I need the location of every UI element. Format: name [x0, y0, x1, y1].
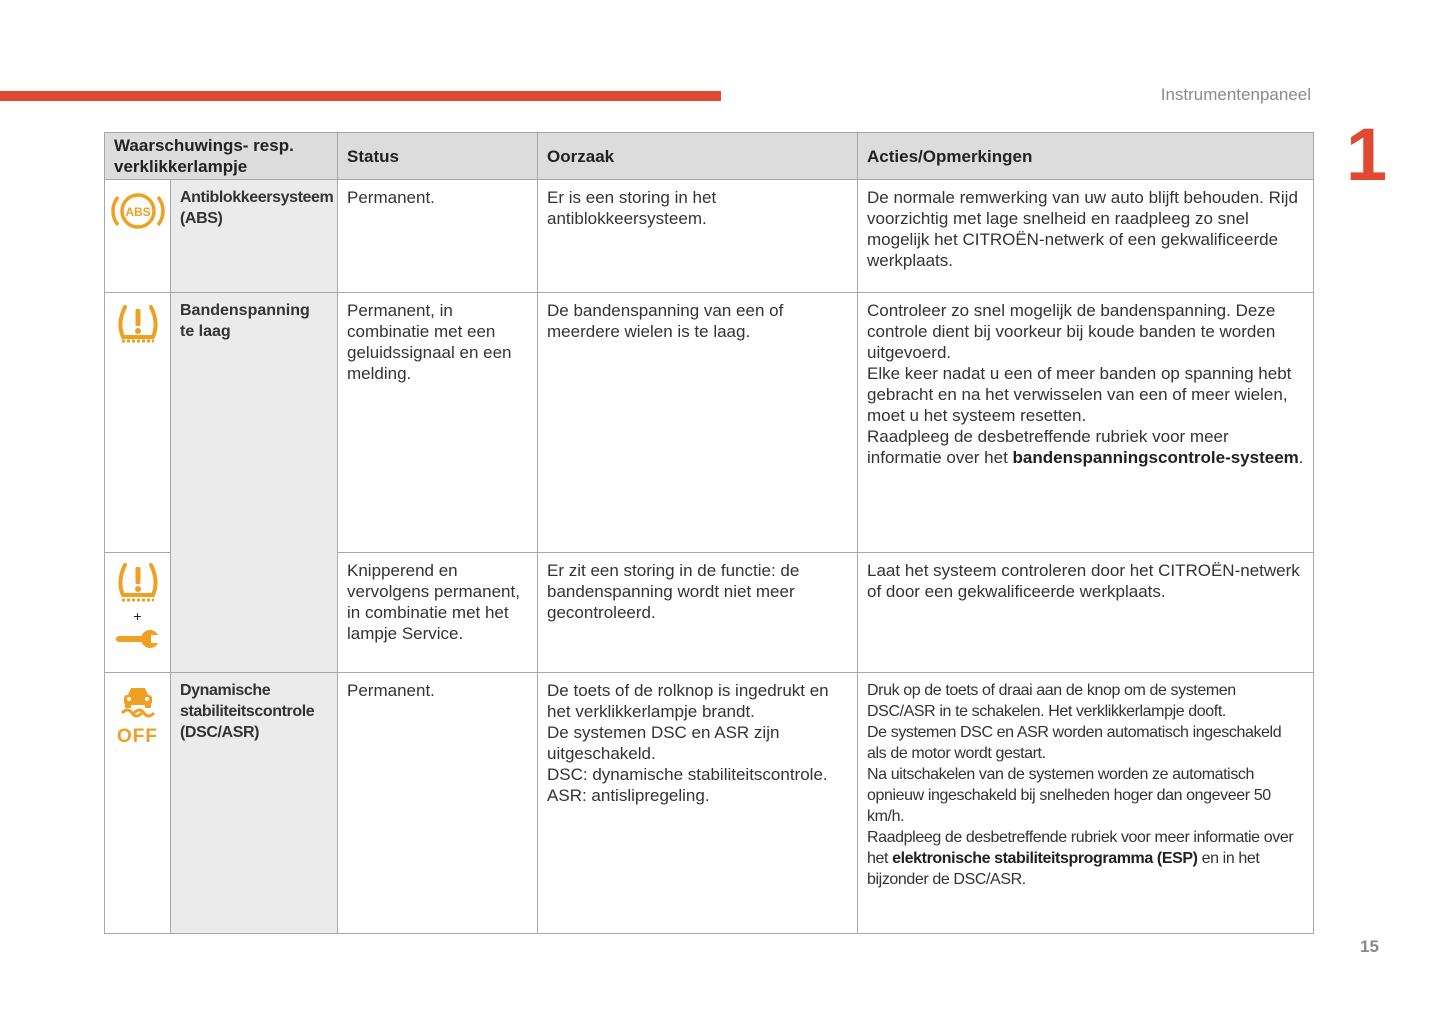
actions-bold: bandenspanningscontrole-systeem [1012, 448, 1299, 467]
actions-end: . [1298, 448, 1304, 467]
page-number: 15 [1360, 937, 1379, 956]
cause-paragraph: DSC: dynamische stabiliteitscontrole. [547, 765, 828, 784]
actions-cell: De normale remwerking van uw auto blijft behouden. Rijd voorzichtig met lage snelheid en raadpleeg zo snel mogelijk het CITROËN-netwerk of een gekwalificeerde werkplaats. [858, 180, 1314, 293]
actions-paragraph: Controleer zo snel mogelijk de bandenspanning. Deze controle dient bij voorkeur bij koude banden te worden uitgevoerd. [867, 301, 1276, 362]
tyre-service-icon-cell [105, 553, 171, 673]
actions-text: Raadpleeg de desbetreffende rubriek voor meer informatie over het [867, 829, 1294, 867]
accent-bar [0, 91, 721, 101]
plus-sign: + [133, 608, 142, 624]
status-cell: Permanent. [338, 673, 538, 934]
cause-paragraph: ASR: antislipregeling. [547, 786, 710, 805]
chapter-number: 1 [1346, 113, 1388, 196]
dsc-icon-cell [105, 673, 171, 934]
actions-paragraph: Elke keer nadat u een of meer banden op spanning hebt gebracht en na het verwisselen van een of meer wielen, moet u het systeem resetten. [867, 364, 1292, 425]
column-header-status: Status [338, 133, 538, 180]
actions-text: en in het bijzonder de DSC/ASR. [867, 850, 1260, 888]
tyre-icon-cell [105, 293, 171, 553]
actions-paragraph: Druk op de toets of draai aan de knop om de systemen DSC/ASR in te schakelen. Het verklikkerlampje dooft. [867, 682, 1236, 720]
cause-cell: Er is een storing in het antiblokkeersysteem. [538, 180, 858, 293]
actions-paragraph [867, 827, 1304, 890]
actions-cell [858, 293, 1314, 553]
actions-paragraph: De systemen DSC en ASR worden automatisch ingeschakeld als de motor wordt gestart. [867, 724, 1282, 762]
cause-paragraph: De toets of de rolknop is ingedrukt en het verklikkerlampje brandt. [547, 681, 829, 721]
cause-paragraph: De systemen DSC en ASR zijn uitgeschakeld. [547, 723, 780, 763]
lamp-name: Dynamische stabiliteitscontrole (DSC/ASR) [171, 673, 338, 934]
status-cell: Permanent, in combinatie met een geluidssignaal en een melding. [338, 293, 538, 553]
status-cell: Permanent. [338, 180, 538, 293]
dsc-off-icon [114, 681, 162, 725]
column-header-actions: Acties/Opmerkingen [858, 133, 1314, 180]
lamp-name: Antiblokkeersysteem (ABS) [171, 180, 338, 293]
table-row [105, 293, 1314, 553]
warning-lamps-table [104, 132, 1314, 934]
cause-cell: Er zit een storing in de functie: de bandenspanning wordt niet meer gecontroleerd. [538, 553, 858, 673]
table-row [105, 180, 1314, 293]
actions-text: Raadpleeg de desbetreffende rubriek voor meer informatie over het [867, 427, 1229, 467]
actions-paragraph: Na uitschakelen van de systemen worden ze automatisch opnieuw ingeschakeld bij snelheden hoger dan ongeveer 50 km/h. [867, 766, 1271, 825]
actions-cell: Laat het systeem controleren door het CITROËN-netwerk of door een gekwalificeerde werkplaats. [858, 553, 1314, 673]
cause-cell: De bandenspanning van een of meerdere wielen is te laag. [538, 293, 858, 553]
abs-icon-cell [105, 180, 171, 293]
table-header-row [105, 133, 1314, 180]
abs-icon [110, 188, 166, 234]
actions-paragraph [867, 426, 1304, 468]
lamp-name: Bandenspanning te laag [171, 293, 338, 673]
wrench-icon [114, 627, 162, 651]
table-row [105, 673, 1314, 934]
column-header-cause: Oorzaak [538, 133, 858, 180]
section-title: Instrumentenpaneel [1160, 85, 1311, 104]
off-label: OFF [117, 726, 158, 747]
column-header-lamp: Waarschuwings- resp. verklikkerlampje [105, 133, 338, 180]
svg-text:ABS: ABS [124, 205, 151, 219]
cause-cell [538, 673, 858, 934]
status-cell: Knipperend en vervolgens permanent, in combinatie met het lampje Service. [338, 553, 538, 673]
tyre-pressure-icon [114, 301, 162, 349]
actions-bold: elektronische stabiliteitsprogramma (ESP) [892, 850, 1198, 867]
tyre-pressure-icon [114, 561, 162, 607]
actions-cell [858, 673, 1314, 934]
